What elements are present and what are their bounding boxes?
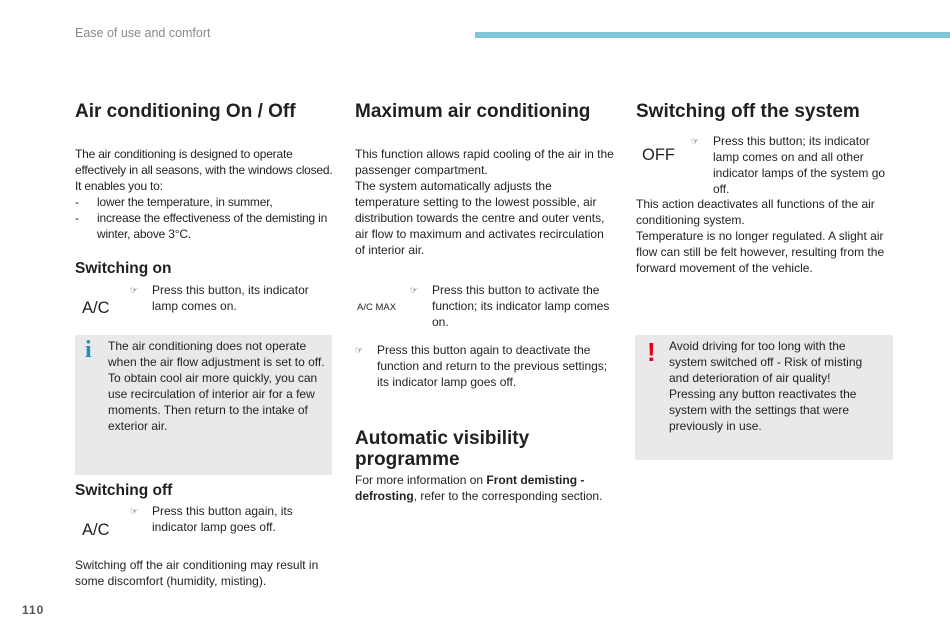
col1-list: [75, 194, 337, 242]
auto-visibility-text: For more information on Front demisting - defrosting, refer to the corresponding section.: [355, 473, 603, 503]
warning-box: [635, 335, 893, 460]
col2-title: Maximum air conditioning: [355, 101, 591, 122]
ac-max-deactivate-bullet: [355, 342, 620, 392]
ac-max-activate-text: Press this button to activate the function; its indicator lamp comes on.: [432, 283, 610, 329]
warning-icon: !: [647, 337, 656, 367]
switching-off-title: Switching off: [75, 482, 173, 499]
col1-intro1: The air conditioning is designed to operate effectively in all seasons, with the windows closed.: [75, 147, 333, 177]
hand-pointer-icon: ☞: [691, 136, 700, 146]
col3-text-2: Temperature is no longer regulated. A slight air flow can still be felt however, resulting from the forward movement of the vehicle.: [636, 229, 885, 275]
info-box-text: [108, 338, 326, 434]
off-button-icon: OFF: [642, 146, 675, 164]
header-accent-bar: [475, 32, 950, 38]
hand-pointer-icon: ☞: [355, 345, 364, 355]
ac-max-button-icon: A/C MAX: [357, 302, 397, 313]
info-box: [75, 335, 332, 475]
ac-button-icon: A/C: [82, 521, 110, 539]
hand-pointer-icon: ☞: [130, 506, 139, 516]
col1-intro2: It enables you to:: [75, 179, 163, 193]
col1-title: Air conditioning On / Off: [75, 101, 296, 122]
page-number: 110: [22, 603, 45, 617]
list-item: - increase the effectiveness of the demisting in winter, above 3°C.: [75, 211, 328, 241]
col2-text-1: This function allows rapid cooling of the air in the passenger compartment.: [355, 147, 614, 177]
list-item: - lower the temperature, in summer,: [75, 195, 273, 209]
switching-off-bullet: [130, 503, 330, 537]
switching-on-text: Press this button, its indicator lamp comes on.: [152, 283, 309, 313]
switching-off-text: Press this button again, its indicator lamp goes off.: [152, 504, 293, 534]
col2-text-2: The system automatically adjusts the temperature setting to the lowest possible, air distribution towards the centre and outer vents, air flow to maximum and activates recirculation of interior air.: [355, 179, 605, 257]
ac-max-deactivate-text: Press this button again to deactivate the function and return to the previous settings; its indicator lamp goes off.: [377, 343, 608, 389]
off-bullet: [691, 133, 901, 196]
switching-off-note: Switching off the air conditioning may result in some discomfort (humidity, misting).: [75, 558, 319, 588]
hand-pointer-icon: ☞: [410, 285, 419, 295]
ac-max-bullet: [410, 282, 620, 332]
info-text-2: To obtain cool air more quickly, you can use recirculation of interior air for a few moments. Then return to the intake of exterior air.: [108, 371, 318, 433]
warning-text-1: Avoid driving for too long with the system switched off - Risk of misting and deterioration of air quality!: [669, 339, 863, 385]
col3-text-1: This action deactivates all functions of the air conditioning system.: [636, 197, 875, 227]
warning-box-text: [669, 338, 884, 434]
col3-title: Switching off the system: [636, 101, 860, 122]
ac-button-icon: A/C: [82, 299, 110, 317]
auto-visibility-title: Automatic visibility programme: [355, 428, 530, 470]
hand-pointer-icon: ☞: [130, 285, 139, 295]
switching-on-bullet: [130, 282, 330, 316]
off-bullet-text: Press this button; its indicator lamp comes on and all other indicator lamps of the system go off.: [713, 134, 886, 196]
switching-on-title: Switching on: [75, 260, 172, 277]
col3-description: [636, 196, 896, 276]
col2-intro: [355, 146, 615, 258]
info-text-1: The air conditioning does not operate when the air flow adjustment is set to off.: [108, 339, 325, 369]
warning-text-2: Pressing any button reactivates the system with the settings that were previously in use.: [669, 387, 857, 433]
col1-intro: [75, 146, 337, 242]
front-demisting-ref: Front demisting - defrosting: [355, 473, 585, 503]
section-header: Ease of use and comfort: [75, 26, 211, 40]
info-icon: i: [85, 337, 92, 363]
